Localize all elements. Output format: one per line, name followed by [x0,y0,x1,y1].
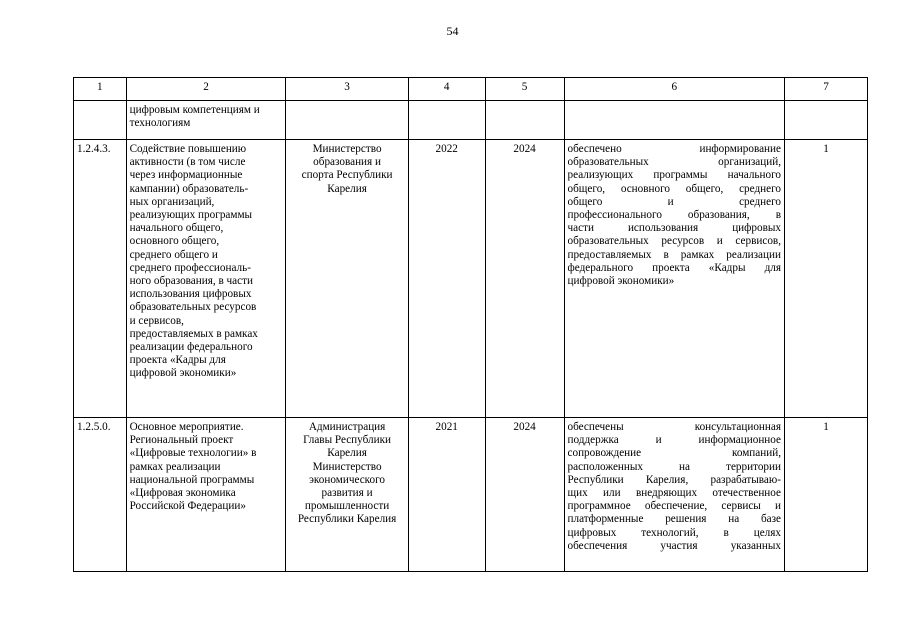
measure-name-line: ного образования, в части [129,275,253,288]
measure-name-line: использования цифровых [129,288,252,301]
measure-name-line: Российской Федерации» [129,500,246,513]
result-line: программное обеспечение, сервисы и [567,500,781,513]
measure-name-line: и сервисов, [129,314,184,327]
measure-name-line: реализующих программы [129,209,253,222]
measure-name-line: цифровой экономики» [129,367,237,380]
measure-name-line: среднего общего и [129,248,218,261]
column-number-7: 7 [785,78,868,101]
result-line: предоставляемых в рамках реализации [567,248,781,261]
measure-code: 1.2.5.0. [74,418,127,572]
indicator-number [785,101,868,140]
result-line: образовательных организаций, [567,156,781,169]
result-line: общего и среднего [567,195,781,208]
column-number-6: 6 [564,78,784,101]
column-number-2: 2 [126,78,286,101]
measure-code [74,101,127,140]
result-line: обеспечения участия указанных [567,539,781,552]
executor-line: Министерство [312,143,382,155]
executor-line: Министерство [312,460,382,473]
measure-name-line: кампании) образователь- [129,182,249,195]
result-line: федерального проекта «Кадры для [567,261,781,274]
result-line: цифровых технологий, в целях [567,526,781,539]
measure-name-line: Региональный проект [129,434,234,447]
measures-table [73,77,868,572]
indicator-number: 1 [785,418,868,572]
executor-line: Карелия [327,447,367,460]
result-line: обеспечены консультационная [567,421,781,433]
measure-name [126,418,286,572]
column-number-1: 1 [74,78,127,101]
executor [286,418,408,572]
page-number: 54 [446,24,459,38]
measure-name-line: национальной программы [129,473,255,486]
measure-code: 1.2.4.3. [74,140,127,418]
executor-line: Карелия [327,182,367,195]
table-row [74,140,868,418]
result-line: цифровой экономики» [567,275,675,288]
result-line: части использования цифровых [567,222,781,235]
result-line: профессионального образования, в [567,209,781,222]
executor-line: спорта Республики [301,169,393,182]
executor-line: Республики Карелия [297,513,397,526]
result-line: расположенных на территории [567,460,781,473]
measure-name-line: реализации федерального [129,341,253,354]
expected-result [564,418,784,572]
executor-line: Главы Республики [303,434,392,447]
start-year: 2022 [408,140,485,418]
executor-line: образования и [313,156,381,169]
result-line: Республики Карелия, разрабатываю- [567,473,781,486]
measure-name-line: предоставляемых в рамках [129,327,258,340]
result-line: поддержка и информационное [567,434,781,447]
measure-name-line: рамках реализации [129,460,221,473]
measure-name-line: через информационные [129,169,243,182]
measure-name-line: «Цифровая экономика [129,487,236,500]
measure-name-line: основного общего, [129,235,220,248]
result-line: реализующих программы начального [567,169,781,182]
end-year [485,101,564,140]
result-line: сопровождение компаний, [567,447,781,460]
measure-name-line: активности (в том числе [129,156,246,169]
measure-name-line: начального общего, [129,222,224,235]
measure-name-line: ных организаций, [129,195,215,208]
column-number-5: 5 [485,78,564,101]
column-number-4: 4 [408,78,485,101]
executor-line: промышленности [304,500,390,513]
result-line: обеспечено информирование [567,143,781,155]
executor-line: экономического [309,473,386,486]
end-year: 2024 [485,140,564,418]
table-row [74,418,868,572]
table-header-row [74,78,868,101]
measure-name [126,140,286,418]
executor [286,140,408,418]
column-number-3: 3 [286,78,408,101]
measure-name-line: среднего профессиональ- [129,261,251,274]
measure-name-line: проекта «Кадры для [129,354,226,367]
result-line: щих или внедряющих отечественное [567,487,781,500]
end-year: 2024 [485,418,564,572]
measure-name-line: «Цифровые технологии» в [129,447,257,460]
executor-line: развития и [321,487,373,500]
measure-name-line: технологиям [129,117,191,130]
measure-name-line: Содействие повышению [129,143,247,155]
executor [286,101,408,140]
result-line: образовательных ресурсов и сервисов, [567,235,781,248]
measure-name-line: цифровым компетенциям и [129,104,260,116]
measure-name [126,101,286,140]
measure-name-line: Основное мероприятие. [129,421,244,433]
indicator-number: 1 [785,140,868,418]
executor-line: Администрация [308,421,386,433]
start-year: 2021 [408,418,485,572]
result-line: платформенные решения на базе [567,513,781,526]
measure-name-line: образовательных ресурсов [129,301,257,314]
result-line: общего, основного общего, среднего [567,182,781,195]
start-year [408,101,485,140]
expected-result [564,101,784,140]
expected-result [564,140,784,418]
table-row [74,101,868,140]
